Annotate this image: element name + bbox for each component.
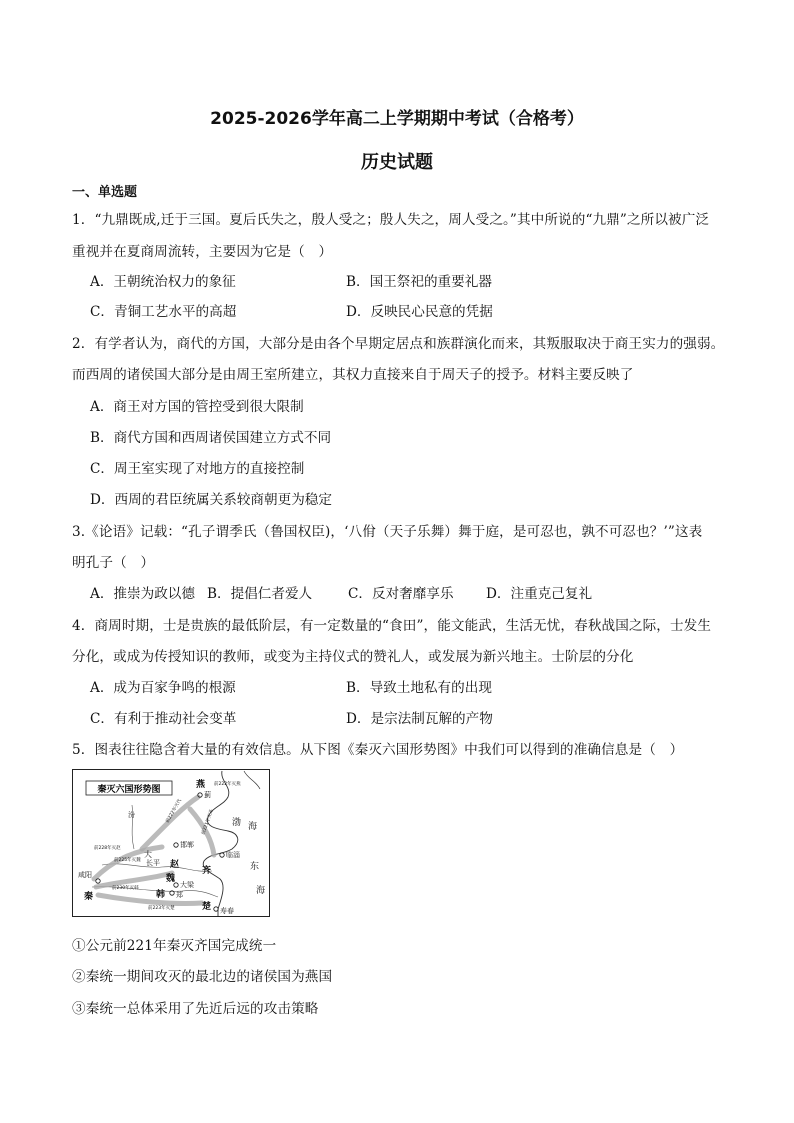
q5-statement-3: ③秦统一总体采用了先近后远的攻击策略 — [72, 1001, 319, 1017]
q1-option-b: B．国王祭祀的重要礼器 — [346, 274, 492, 290]
map-label-wei: 魏 — [166, 874, 176, 884]
q3-line-2: 明孔子（ ） — [72, 555, 155, 571]
q5-statement-1: ①公元前221年秦灭齐国完成统一 — [72, 938, 277, 954]
map-label-handan: 邯郸 — [180, 841, 194, 849]
map-label-linzi: 临淄 — [226, 851, 240, 859]
q2-line-1: 2．有学者认为，商代的方国，大部分是由各个早期定居点和族群演化而来，其叛服取决于商王实力的强弱。 — [72, 336, 725, 352]
map-label-qi: 齐 — [202, 866, 212, 876]
map-label-yan: 燕 — [196, 780, 206, 790]
map-label-shouchun: 寿春 — [220, 907, 234, 915]
map-label-zhao: 赵 — [170, 860, 180, 870]
q4-line-1: 4．商周时期，士是贵族的最低阶层，有一定数量的“食田”，能文能武，生活无忧，春秋战国之际，士发生 — [72, 618, 712, 634]
map-label-daliang: 大梁 — [180, 881, 194, 889]
exam-title: 2025-2026学年高二上学期期中考试（合格考） — [210, 109, 584, 129]
map-label-xianyang: 咸阳 — [78, 871, 92, 879]
q2-option-c: C．周王室实现了对地方的直接控制 — [90, 461, 305, 477]
campaign-label-qi: 前221年灭齐 — [201, 808, 215, 836]
map-label-fen: 汾 — [128, 811, 135, 819]
campaign-label-yan: 前222年灭燕 — [214, 782, 241, 787]
campaign-label-zhao: 前228年灭赵 — [94, 846, 121, 851]
q3-option-a: A．推崇为政以德 — [90, 586, 195, 602]
map-label-ji: 蓟 — [204, 791, 211, 799]
q3-option-c: C．反对奢靡享乐 — [348, 586, 454, 602]
q1-line-1: 1．“九鼎既成,迁于三国。夏后氏失之，殷人受之；殷人失之，周人受之。”其中所说的“九鼎”之所以被广泛 — [72, 212, 710, 228]
map-label-han: 韩 — [156, 890, 166, 900]
exam-subtitle: 历史试题 — [361, 152, 433, 173]
q4-option-d: D．是宗法制瓦解的产物 — [346, 711, 493, 727]
map-label-zheng: 郑 — [176, 891, 183, 899]
q3-option-d: D．注重克己复礼 — [486, 586, 593, 602]
q1-option-c: C．青铜工艺水平的高超 — [90, 304, 237, 320]
q5-statement-2: ②秦统一期间攻灭的最北边的诸侯国为燕国 — [72, 969, 333, 985]
section-heading: 一、单选题 — [72, 185, 138, 200]
map-label-qin: 秦 — [84, 892, 94, 902]
q5-line-1: 5．图表往往隐含着大量的有效信息。从下图《秦灭六国形势图》中我们可以得到的准确信息是（ ） — [72, 742, 684, 758]
map-label-bohai: 渤 — [232, 818, 242, 828]
q4-option-c: C．有利于推动社会变革 — [90, 711, 237, 727]
campaign-label-han: 前230年灭韩 — [112, 886, 139, 891]
q2-option-a: A．商王对方国的管控受到很大限制 — [90, 399, 304, 415]
map-label-chu: 楚 — [202, 902, 212, 912]
map-label-changping: 长平 — [146, 859, 160, 867]
q4-line-2: 分化，或成为传授知识的教师，或变为主持仪式的赞礼人，或发展为新兴地主。士阶层的分化 — [72, 649, 634, 665]
q4-option-a: A．成为百家争鸣的根源 — [90, 680, 236, 696]
map-label-dong: 东 — [250, 862, 260, 872]
q2-line-2: 而西周的诸侯国大部分是由周王室所建立，其权力直接来自于周天子的授予。材料主要反映了 — [72, 367, 634, 383]
q3-option-b: B．提倡仁者爱人 — [207, 586, 313, 602]
campaign-label-wei: 前225年灭魏 — [114, 858, 141, 863]
map-label-hai-1: 海 — [248, 822, 258, 832]
q2-option-b: B．商代方国和西周诸侯国建立方式不同 — [90, 430, 332, 446]
q3-line-1: 3.《论语》记载：“孔子谓季氏（鲁国权臣)，‘八佾（天子乐舞）舞于庭，是可忍也，孰不可忍也？’”这表 — [72, 524, 703, 540]
q4-option-b: B．导致土地私有的出现 — [346, 680, 492, 696]
q1-option-a: A．王朝统治权力的象征 — [90, 274, 236, 290]
map-title: 秦灭六国形势图 — [97, 785, 161, 795]
qin-unification-map — [72, 769, 270, 917]
campaign-label-chu: 前223年灭楚 — [148, 906, 175, 911]
map-label-dai: 大 — [144, 850, 152, 859]
q1-option-d: D．反映民心民意的凭据 — [346, 304, 493, 320]
map-label-hai-2: 海 — [256, 886, 266, 896]
q2-option-d: D．西周的君臣统属关系较商朝更为稳定 — [90, 492, 332, 508]
q1-line-2: 重视并在夏商周流转，主要因为它是（ ） — [72, 244, 333, 260]
campaign-label-dai: 前222年灭代 — [165, 798, 184, 824]
